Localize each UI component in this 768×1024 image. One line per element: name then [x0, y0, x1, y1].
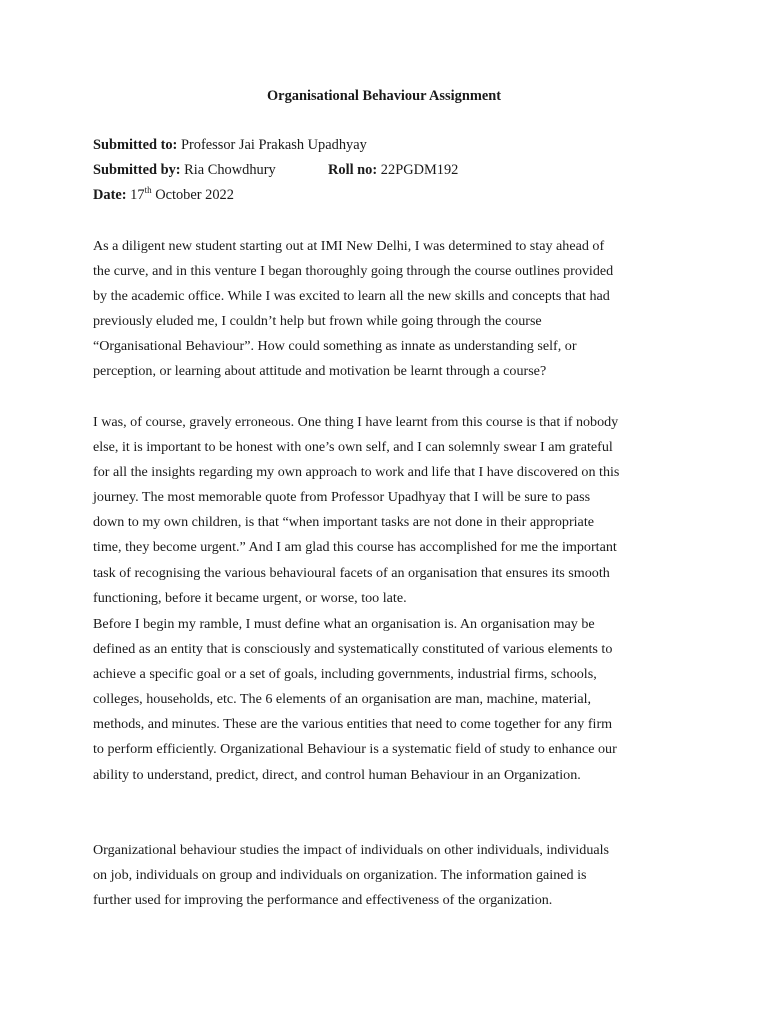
paragraph-line: colleges, households, etc. The 6 elements of an organisation are man, machine, material, — [93, 691, 592, 708]
paragraph-2 — [93, 410, 675, 611]
paragraph-line: previously eluded me, I couldn’t help but frown while going through the course — [93, 313, 542, 330]
submitted-to-label: Submitted to: — [93, 137, 178, 153]
document-title: Organisational Behaviour Assignment — [266, 88, 502, 104]
date-day: 17 — [130, 187, 145, 203]
paragraph-line: achieve a specific goal or a set of goals, including governments, industrial firms, schools, — [93, 666, 597, 683]
paragraph-line: the curve, and in this venture I began thoroughly going through the course outlines provided — [93, 263, 614, 280]
submitted-by-value: Ria Chowdhury — [184, 162, 276, 178]
paragraph-line: defined as an entity that is consciously and systematically constituted of various elements to — [93, 641, 613, 658]
paragraph-line: on job, individuals on group and individuals on organization. The information gained is — [93, 867, 587, 884]
submitted-by-row — [93, 160, 459, 180]
paragraph-line: journey. The most memorable quote from Professor Upadhyay that I will be sure to pass — [93, 489, 591, 506]
paragraph-line: down to my own children, is that “when important tasks are not done in their appropriate — [93, 514, 594, 531]
submitted-to-row — [93, 135, 367, 155]
paragraph-line: functioning, before it became urgent, or worse, too late. — [93, 589, 407, 606]
date-row — [93, 185, 234, 205]
roll-label: Roll no: — [328, 162, 378, 178]
paragraph-line: ability to understand, predict, direct, and control human Behaviour in an Organization. — [93, 766, 581, 783]
paragraph-1 — [93, 234, 675, 385]
date-label: Date: — [93, 187, 127, 203]
paragraph-line: I was, of course, gravely erroneous. One thing I have learnt from this course is that if nobody — [93, 414, 619, 430]
paragraph-line: task of recognising the various behavioural facets of an organisation that ensures its smooth — [93, 564, 610, 581]
submitted-by-label: Submitted by: — [93, 162, 181, 178]
paragraph-line: Before I begin my ramble, I must define what an organisation is. An organisation may be — [93, 616, 595, 632]
roll-value: 22PGDM192 — [380, 162, 459, 178]
roll-number — [328, 160, 458, 180]
paragraph-line: methods, and minutes. These are the various entities that need to come together for any firm — [93, 716, 613, 733]
paragraph-line: to perform efficiently. Organizational Behaviour is a systematic field of study to enhance our — [93, 741, 617, 758]
date-rest: October 2022 — [155, 187, 234, 203]
paragraph-line: “Organisational Behaviour”. How could something as innate as understanding self, or — [93, 338, 577, 355]
paragraph-line: else, it is important to be honest with one’s own self, and I can solemnly swear I am grateful — [93, 439, 613, 456]
paragraph-4 — [93, 838, 675, 913]
paragraph-line: perception, or learning about attitude and motivation be learnt through a course? — [93, 363, 547, 380]
paragraph-3 — [93, 612, 675, 788]
paragraph-line: for all the insights regarding my own approach to work and life that I have discovered on this — [93, 464, 620, 481]
date-suffix: th — [144, 185, 152, 196]
paragraph-line: Organizational behaviour studies the impact of individuals on other individuals, individuals — [93, 842, 610, 858]
paragraph-line: by the academic office. While I was excited to learn all the new skills and concepts that had — [93, 288, 610, 305]
paragraph-line: further used for improving the performance and effectiveness of the organization. — [93, 892, 553, 909]
paragraph-line: time, they become urgent.” And I am glad this course has accomplished for me the important — [93, 539, 617, 556]
paragraph-line: As a diligent new student starting out at IMI New Delhi, I was determined to stay ahead of — [93, 238, 605, 254]
submitted-to-value: Professor Jai Prakash Upadhyay — [180, 137, 367, 153]
